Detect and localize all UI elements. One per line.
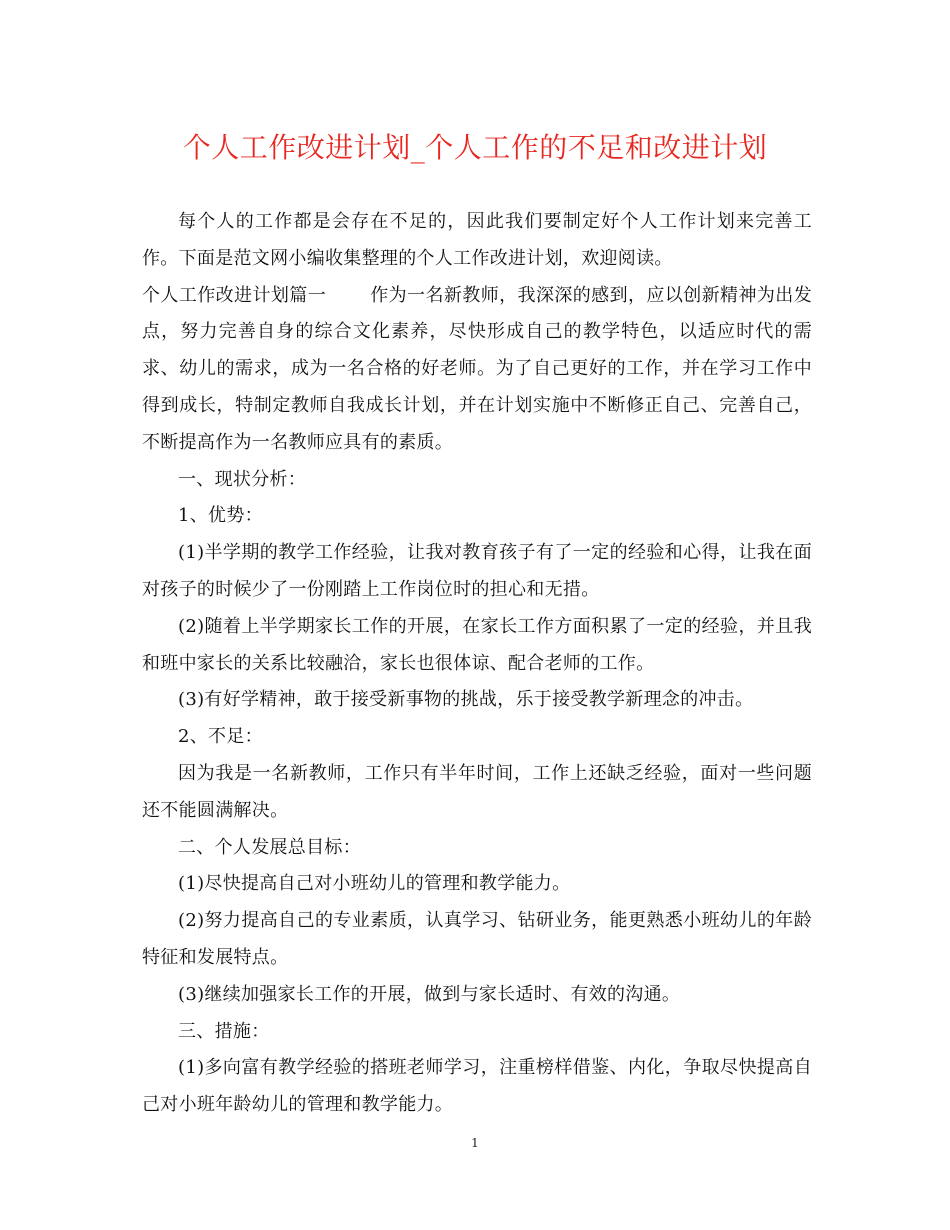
section-heading: 个人工作改进计划篇一 <box>142 284 327 306</box>
heading-development-goals: 二、个人发展总目标： <box>178 836 361 858</box>
page-number: 1 <box>471 1136 479 1150</box>
subheading-strengths: 1、优势： <box>178 505 263 527</box>
document-title: 个人工作改进计划_个人工作的不足和改进计划 <box>182 131 768 164</box>
strength-item-1: (1)半学期的教学工作经验，让我对教育孩子有了一定的经验和心得，让我在面对孩子的时候少了一份刚踏上工作岗位时的担心和无措。 <box>142 542 812 600</box>
subheading-weaknesses: 2、不足： <box>178 726 263 748</box>
section-paragraph <box>142 278 812 462</box>
goal-item-2: (2)努力提高自己的专业素质，认真学习、钻研业务，能更熟悉小班幼儿的年龄特征和发展特点。 <box>142 910 812 968</box>
document-body <box>142 204 812 1124</box>
goal-item-1: (1)尽快提高自己对小班幼儿的管理和教学能力。 <box>178 873 571 895</box>
strength-item-3: (3)有好学精神，敢于接受新事物的挑战，乐于接受教学新理念的冲击。 <box>178 689 754 711</box>
heading-status-analysis: 一、现状分析： <box>178 468 307 490</box>
goal-item-3: (3)继续加强家长工作的开展，做到与家长适时、有效的沟通。 <box>178 983 681 1005</box>
heading-measures: 三、措施： <box>178 1020 270 1042</box>
intro-paragraph: 每个人的工作都是会存在不足的，因此我们要制定好个人工作计划来完善工作。下面是范文网小编收集整理的个人工作改进计划，欢迎阅读。 <box>142 211 812 269</box>
measure-item-1: (1)多向富有教学经验的搭班老师学习，注重榜样借鉴、内化，争取尽快提高自己对小班年龄幼儿的管理和教学能力。 <box>142 1057 812 1116</box>
strength-item-2: (2)随着上半学期家长工作的开展，在家长工作方面积累了一定的经验，并且我和班中家长的关系比较融洽，家长也很体谅、配合老师的工作。 <box>142 615 812 674</box>
section-text: 作为一名新教师，我深深的感到，应以创新精神为出发点，努力完善自身的综合文化素养，尽快形成自己的教学特色，以适应时代的需求、幼儿的需求，成为一名合格的好老师。为了自己更好的工作，并在学习工作中得到成长，特制定教师自我成长计划，并在计划实施中不断修正自己、完善自己，不断提高作为一名教师应具有的素质。 <box>142 284 813 453</box>
weakness-paragraph: 因为我是一名新教师，工作只有半年时间，工作上还缺乏经验，面对一些问题还不能圆满解决。 <box>142 762 812 821</box>
